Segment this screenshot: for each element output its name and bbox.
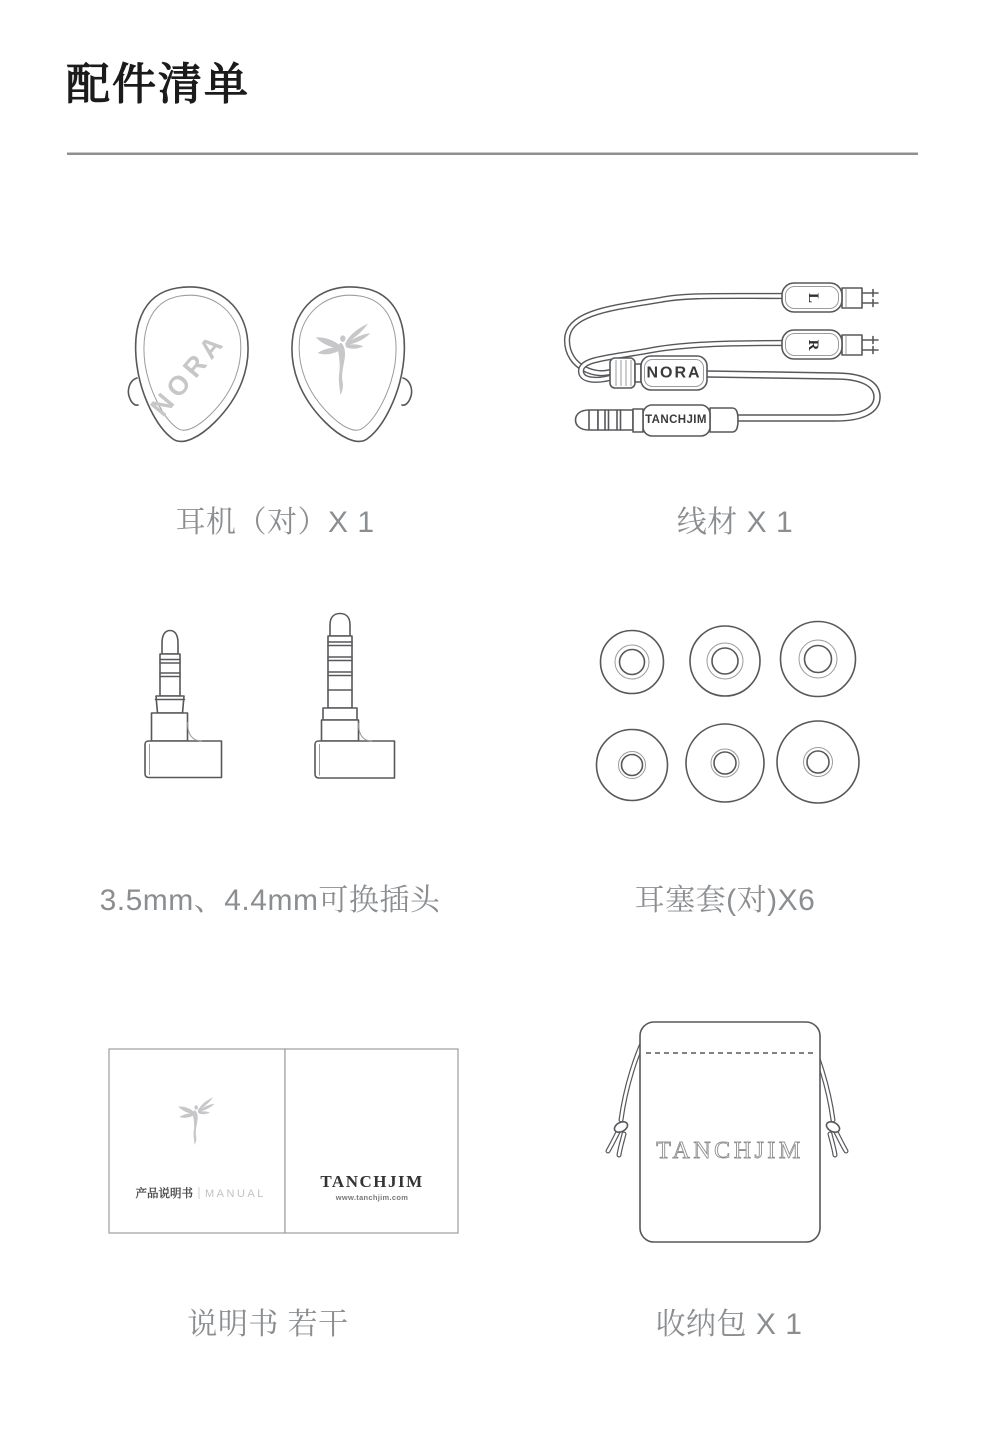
adapter-3-5mm bbox=[145, 631, 222, 778]
manual-website: www.tanchjim.com bbox=[335, 1193, 409, 1202]
adapter-4-4mm bbox=[315, 614, 395, 779]
pouch-brand: TANCHJIM bbox=[656, 1138, 804, 1164]
eartip-row-bottom bbox=[597, 721, 860, 803]
cable-illustration bbox=[555, 258, 895, 458]
pouch-caption: 收纳包 X 1 bbox=[655, 1308, 803, 1341]
adapters-caption: 3.5mm、4.4mm可换插头 bbox=[99, 884, 441, 917]
manual-brand: TANCHJIM bbox=[320, 1172, 424, 1191]
cable-splitter bbox=[610, 356, 707, 390]
eartip-row-top bbox=[601, 622, 856, 697]
label-right: R bbox=[805, 339, 821, 351]
manual-title-en: MANUAL bbox=[205, 1188, 266, 1200]
manual-front-cover bbox=[109, 1049, 285, 1233]
title-divider bbox=[67, 152, 918, 155]
pouch-illustration bbox=[602, 1008, 852, 1253]
manual-caption: 说明书 若干 bbox=[187, 1308, 349, 1341]
eartips-caption: 耳塞套(对)X6 bbox=[634, 884, 816, 917]
splitter-logo: NORA bbox=[646, 364, 702, 382]
nora-shell-logo: NORA bbox=[144, 326, 232, 422]
manual-illustration bbox=[108, 1048, 460, 1234]
page-title: 配件清单 bbox=[66, 60, 250, 109]
pouch-body bbox=[640, 1022, 820, 1242]
plug-logo: TANCHJIM bbox=[645, 414, 707, 426]
manual-title-cn: 产品说明书 bbox=[135, 1188, 193, 1200]
eartips-illustration bbox=[588, 618, 868, 818]
connector-left bbox=[782, 283, 878, 312]
label-left: L bbox=[805, 292, 821, 304]
cable-caption: 线材 X 1 bbox=[676, 506, 794, 539]
cable-plug bbox=[576, 405, 739, 436]
earphones-caption: 耳机（对）X 1 bbox=[175, 506, 375, 539]
right-earbud bbox=[292, 287, 412, 441]
manual-back-cover bbox=[285, 1049, 458, 1233]
adapters-illustration bbox=[132, 602, 412, 787]
earphones-illustration bbox=[120, 278, 420, 458]
connector-right bbox=[782, 330, 878, 359]
